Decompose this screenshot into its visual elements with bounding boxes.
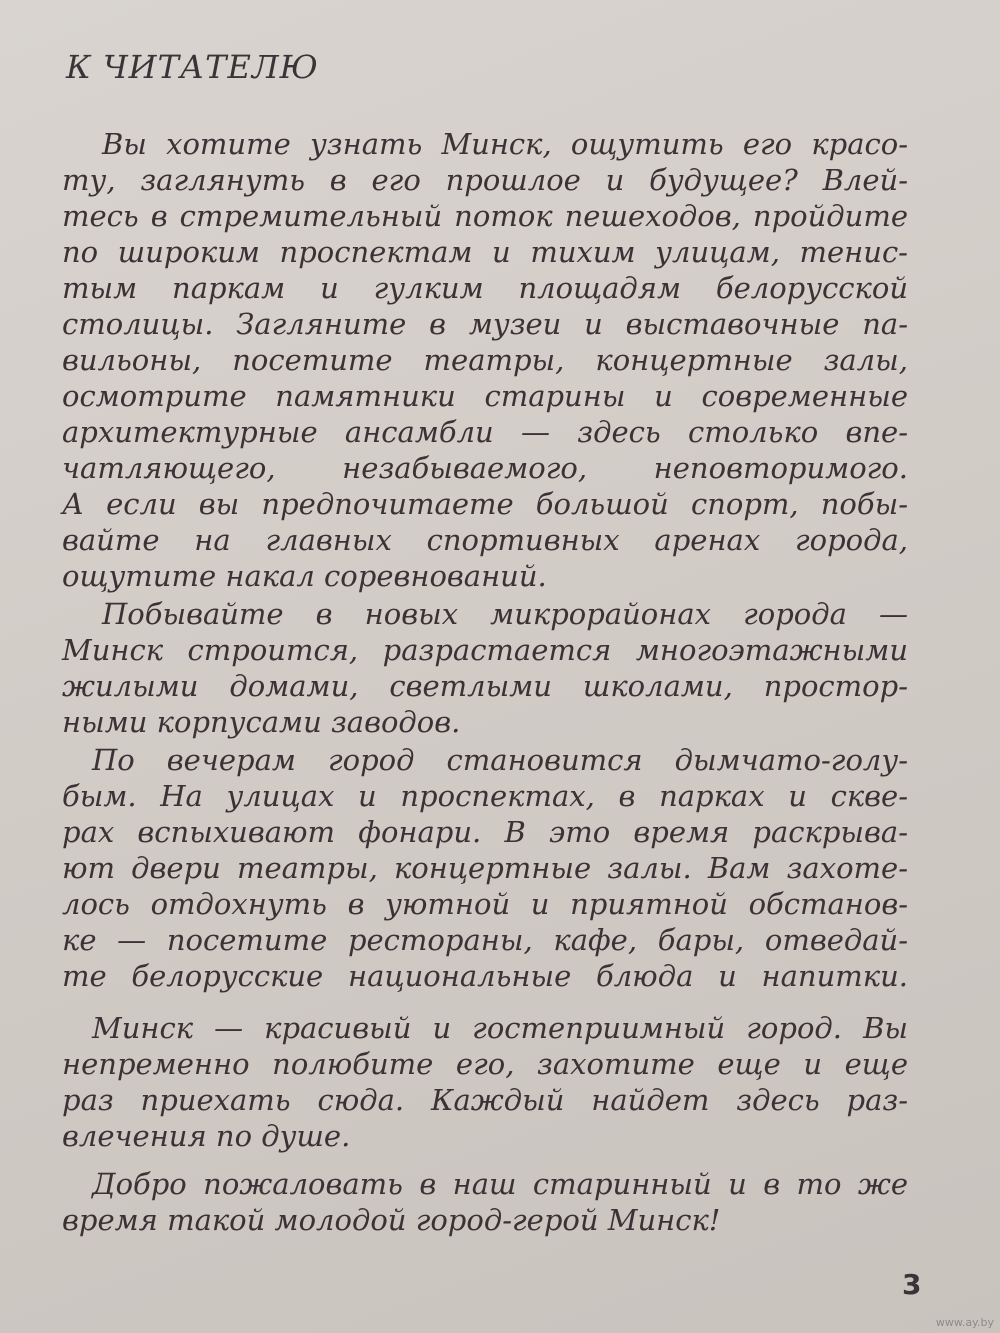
text-line: По вечерам город становится дымчато-голу- [92,743,908,777]
text-line: Добро пожаловать в наш старинный и в то же [92,1167,908,1201]
text-line: чатляющего, незабываемого, неповторимого. [62,451,908,485]
text-line: А если вы предпочитаете большой спорт, побы- [62,487,908,521]
text-line: Вы хотите узнать Минск, ощутить его красо- [102,127,908,161]
text-line: жилыми домами, светлыми школами, простор- [62,669,908,703]
text-line: Минск — красивый и гостеприимный город. Вы [92,1011,908,1045]
text-line: архитектурные ансамбли — здесь столько впе- [62,415,908,449]
text-line: вильоны, посетите театры, концертные залы, [62,343,908,377]
page-number: 3 [902,1268,922,1301]
text-line: бым. На улицах и проспектах, в парках и скве- [62,779,908,813]
text-line: ке — посетите рестораны, кафе, бары, отведай- [62,923,908,957]
text-line: лось отдохнуть в уютной и приятной обстанов- [62,887,908,921]
text-line: время такой молодой город-герой Минск! [62,1203,721,1237]
text-line: те белорусские национальные блюда и напитки. [62,959,908,993]
section-heading: К ЧИТАТЕЛЮ [66,48,319,86]
text-line: столицы. Загляните в музеи и выставочные па- [62,307,908,341]
text-line: осмотрите памятники старины и современные [62,379,908,413]
text-line: ными корпусами заводов. [62,705,461,739]
watermark: www.ay.by [935,1316,994,1329]
text-line: Минск строится, разрастается многоэтажными [62,633,908,667]
text-line: тесь в стремительный поток пешеходов, пройдите [62,199,908,233]
text-line: по широким проспектам и тихим улицам, тенис- [62,235,908,269]
text-line: рах вспыхивают фонари. В это время раскрыва- [62,815,908,849]
text-line: ощутите накал соревнований. [62,559,547,593]
text-line: ту, заглянуть в его прошлое и будущее? Влей- [62,163,908,197]
text-line: тым паркам и гулким площадям белорусской [62,271,908,305]
text-line: непременно полюбите его, захотите еще и еще [62,1047,908,1081]
text-line: ют двери театры, концертные залы. Вам захоте- [62,851,908,885]
text-line: раз приехать сюда. Каждый найдет здесь раз- [62,1083,908,1117]
text-line: вайте на главных спортивных аренах города, [62,523,908,557]
text-line: влечения по душе. [62,1119,351,1153]
text-line: Побывайте в новых микрорайонах города — [102,597,908,631]
